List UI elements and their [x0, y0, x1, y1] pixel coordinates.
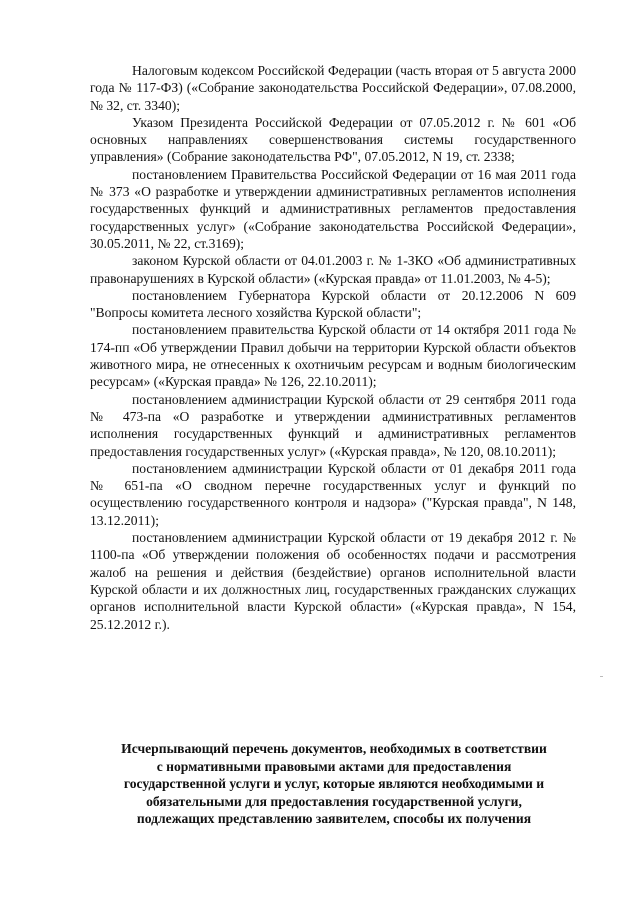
heading-line: Исчерпывающий перечень документов, необходимых в соответствии	[121, 741, 547, 756]
paragraph-tax-code: Налоговым кодексом Российской Федерации (часть вторая от 5 августа 2000 года № 117-ФЗ) («Собрание законодательства Российской Федерации», 07.08.2000, № 32, ст. 3340);	[90, 63, 576, 113]
legal-basis-list	[90, 62, 576, 633]
heading-line: с нормативными правовыми актами для предоставления	[156, 758, 512, 774]
paragraph-kursk-law: законом Курской области от 04.01.2003 г. № 1-ЗКО «Об административных правонарушениях в Курской области» («Курская правда» от 11.01.2003, № 4-5);	[90, 253, 576, 286]
paragraph-governor-resolution: постановлением Губернатора Курской области от 20.12.2006 N 609 "Вопросы комитета лесного хозяйства Курской области";	[90, 287, 576, 321]
paragraph-presidential-decree: Указом Президента Российской Федерации от 07.05.2012 г. № 601 «Об основных направлениях совершенствования системы государственного управления» (Собрание законодательства РФ", 07.05.2012, N 19, ст. 2338;	[90, 114, 576, 165]
paragraph-administration-resolution-1100: постановлением администрации Курской области от 19 декабря 2012 г. № 1100-па «Об утверждении положения об особенностях подачи и рассмотрения жалоб на решения и действия (бездействие) органов исполнительной власти Курской области и их должностных лиц, государственных гражданских служащих органов исполнительной власти Курской области» («Курская правда», N 154, 25.12.2012 г.).	[90, 530, 576, 632]
paragraph-administration-resolution-651: постановлением администрации Курской области от 01 декабря 2011 года № 651-па «О сводном перечне государственных услуг и функций по осуществлению государственного контроля и надзора» ("Курская правда", N 148, 13.12.2011);	[90, 460, 576, 528]
heading-line: подлежащих представлению заявителем, способы их получения	[136, 811, 532, 826]
section-heading	[84, 740, 584, 828]
paragraph-government-resolution: постановлением Правительства Российской Федерации от 16 мая 2011 года № 373 «О разработке и утверждении административных регламентов исполнения государственных функций и административных регламентов предоставления государственных услуг» («Собрание законодательства Российской Федерации», 30.05.2011, № 22, ст.3169);	[90, 166, 576, 251]
heading-line: государственной услуги и услуг, которые являются необходимыми и	[123, 776, 545, 791]
scan-artifact	[600, 676, 603, 677]
paragraph-administration-resolution-473: постановлением администрации Курской области от 29 сентября 2011 года № 473-па «О разработке и утверждении административных регламентов исполнения государственных функций и административных регламентов предоставления государственных услуг» («Курская правда», № 120, 08.10.2011);	[90, 391, 576, 459]
heading-line: обязательными для предоставления государственной услуги,	[146, 793, 522, 809]
paragraph-regional-government-resolution: постановлением правительства Курской области от 14 октября 2011 года № 174-пп «Об утверждении Правил добычи на территории Курской области объектов животного мира, не отнесенных к охотничьим ресурсам и водным биологическим ресурсам» («Курская правда» № 126, 22.10.2011);	[90, 322, 576, 390]
